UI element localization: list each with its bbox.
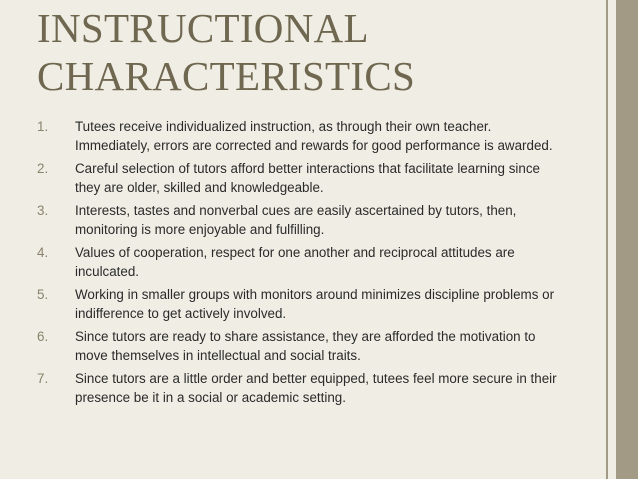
list-item-text: Tutees receive individualized instruction, as through their own teacher. Immediately, errors are corrected and rewards for good performance is awarded. [75, 119, 553, 153]
list-item [37, 159, 562, 197]
list-item-number: 5. [37, 287, 49, 302]
slide-title [37, 4, 577, 100]
list-item [37, 243, 562, 281]
list-item [37, 117, 562, 155]
accent-side-rule [606, 0, 608, 479]
list-item-number: 3. [37, 203, 49, 218]
list-item-number: 6. [37, 329, 49, 344]
title-line-1: INSTRUCTIONAL [37, 5, 369, 51]
list-item-text: Since tutors are ready to share assistance, they are afforded the motivation to move themselves in intellectual and social traits. [75, 329, 536, 363]
list-item-text: Working in smaller groups with monitors around minimizes discipline problems or indifference to get actively involved. [75, 287, 555, 321]
list-item-number: 4. [37, 245, 49, 260]
list-item-number: 2. [37, 161, 49, 176]
list-item-number: 1. [37, 119, 49, 134]
list-item-number: 7. [37, 371, 49, 386]
list-item [37, 327, 562, 365]
list-item-text: Since tutors are a little order and better equipped, tutees feel more secure in their presence be it in a social or academic setting. [75, 371, 557, 405]
title-line-2: CHARACTERISTICS [37, 53, 416, 99]
list-item-text: Interests, tastes and nonverbal cues are easily ascertained by tutors, then, monitoring is more enjoyable and fulfilling. [75, 203, 517, 237]
list-item-text: Values of cooperation, respect for one another and reciprocal attitudes are inculcated. [75, 245, 515, 279]
characteristics-list [37, 117, 562, 411]
list-item-text: Careful selection of tutors afford better interactions that facilitate learning since they are older, skilled and knowledgeable. [75, 161, 540, 195]
list-item [37, 201, 562, 239]
list-item [37, 285, 562, 323]
accent-side-bar [616, 0, 638, 479]
list-item [37, 369, 562, 407]
